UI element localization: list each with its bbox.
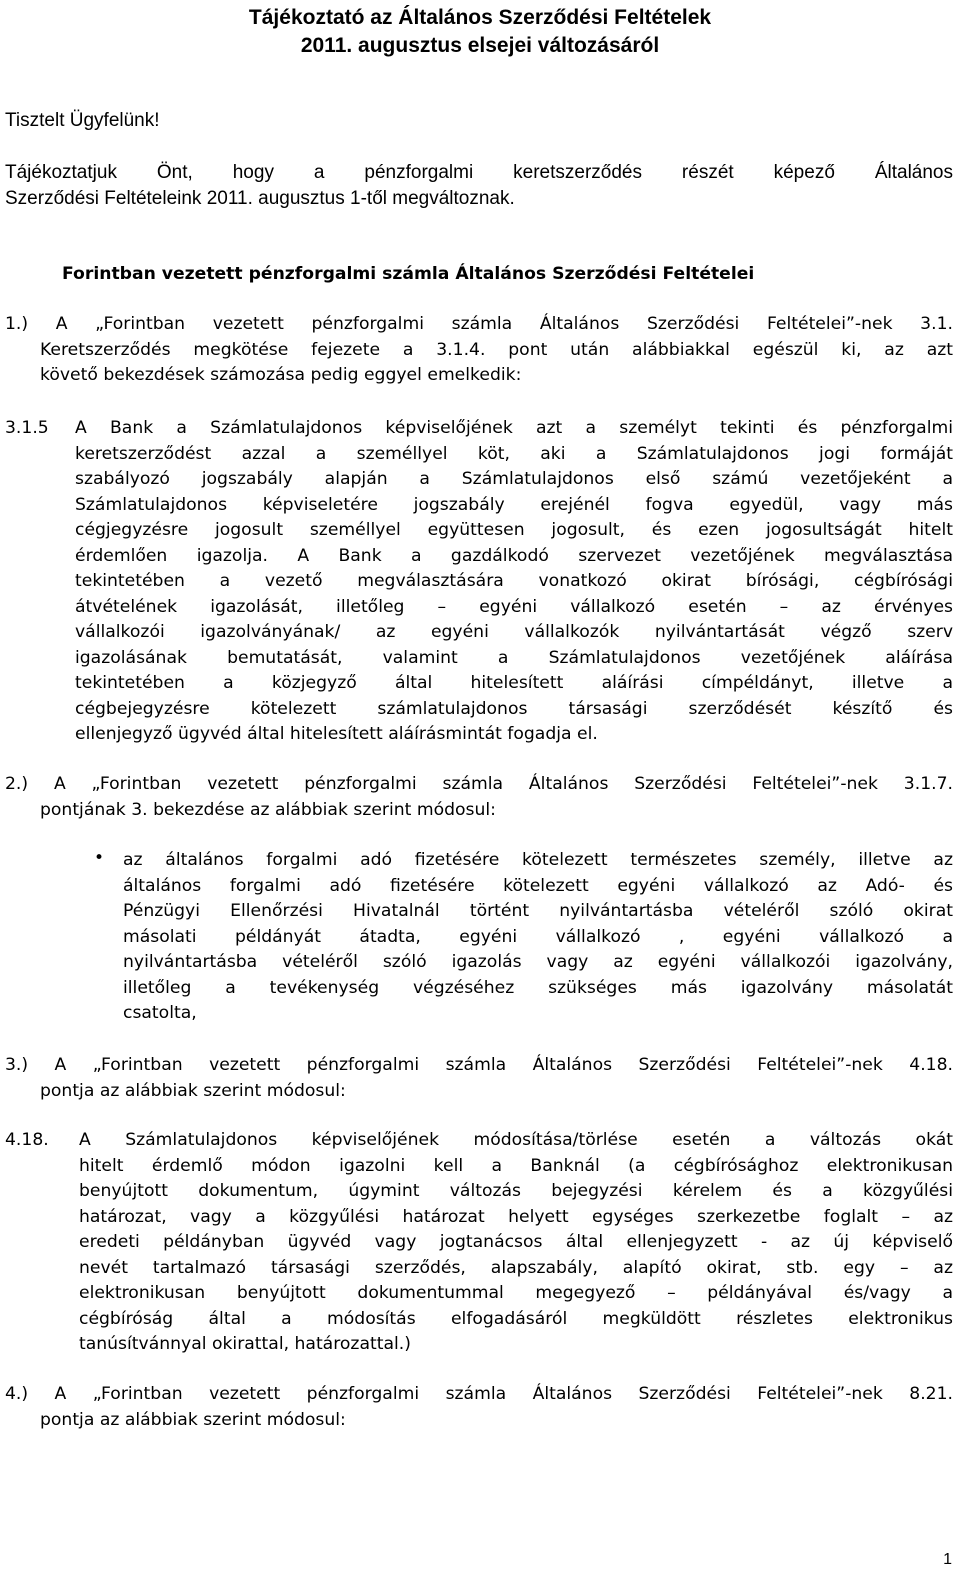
- bullet-item-body: [123, 848, 953, 1027]
- clause-3-1-5-line: Számlatulajdonos képviseletére jogszabály erejénél fogva egyedül, vagy más: [75, 494, 953, 515]
- item-1-line-1: 1.) A „Forintban vezetett pénzforgalmi számla Általános Szerződési Feltételei”-nek 3.1.: [5, 314, 953, 334]
- clause-4-18-body: [79, 1128, 953, 1358]
- clause-3-1-5-line: szabályozó jogszabály alapján a Számlatulajdonos első számú vezetőjeként a: [75, 469, 953, 489]
- bullet-item-line: csatolta,: [123, 1003, 197, 1023]
- clause-4-18-line: elektronikusan benyújtott dokumentummal megegyező – példányával és/vagy a: [79, 1283, 953, 1303]
- clause-4-18-line: cégbíróság által a módosítás elfogadásáról megküldött részletes elektronikus: [79, 1308, 953, 1329]
- clause-3-1-5-line: ellenjegyző ügyvéd által hitelesített aláírásmintát fogadja el.: [75, 724, 598, 744]
- page-number: 1: [943, 1551, 952, 1568]
- clause-4-18-line: tanúsítvánnyal okirattal, határozattal.): [79, 1334, 411, 1354]
- title-line-1: Tájékoztató az Általános Szerződési Feltételek: [248, 6, 712, 29]
- clause-3-1-5-line: tekintetében a vezető megválasztására vonatkozó okirat bírósági, cégbírósági: [75, 571, 953, 591]
- clause-3-1-5-line: cégjegyzésre jogosult személlyel együttesen jogosult, és ezen jogosultságát hitelt: [75, 520, 953, 540]
- clause-3-1-5-line: vállalkozói igazolványának/ az egyéni vállalkozók nyilvántartását végző szerv: [75, 622, 953, 642]
- clause-4-18-line: nevét tartalmazó társasági szerződés, alapszabály, alapító okirat, stb. egy – az: [79, 1257, 953, 1278]
- intro-line-1: Tájékoztatjuk Önt, hogy a pénzforgalmi keretszerződés részét képező Általános: [5, 162, 953, 183]
- clause-3-1-5-body: [75, 416, 953, 748]
- item-3-line-1: 3.) A „Forintban vezetett pénzforgalmi számla Általános Szerződési Feltételei”-nek 4.18.: [5, 1055, 953, 1075]
- bullet-item-line: Pénzügyi Ellenőrzési Hivatalnál történt nyilvántartásba vételéről szóló okirat: [123, 901, 953, 921]
- item-3-line-2: pontja az alábbiak szerint módosul:: [40, 1080, 346, 1101]
- bullet-item-line: az általános forgalmi adó fizetésére kötelezett természetes személy, illetve az: [123, 850, 953, 870]
- intro-line-2: Szerződési Feltételeink 2011. augusztus 1-től megváltoznak.: [5, 188, 515, 209]
- title-line-2: 2011. augusztus elsejei változásáról: [300, 34, 660, 57]
- document-title: [0, 4, 960, 60]
- clause-3-1-5-line: keretszerződést azzal a személlyel köt, aki a Számlatulajdonos jogi formáját: [75, 443, 953, 464]
- item-2: [5, 772, 953, 823]
- clause-3-1-5-line: tekintetében a közjegyző által hitelesített aláírási címpéldányt, illetve a: [75, 673, 953, 693]
- section-heading: Forintban vezetett pénzforgalmi számla Általános Szerződési Feltételei: [62, 264, 755, 284]
- clause-4-18-line: benyújtott dokumentum, úgymint változás bejegyzési kérelem és a közgyűlési: [79, 1181, 953, 1201]
- clause-3-1-5-line: A Bank a Számlatulajdonos képviselőjének azt a személyt tekinti és pénzforgalmi: [75, 418, 953, 438]
- clause-3-1-5-line: érdemlően igazolja. A Bank a gazdálkodó szervezet vezetőjének megválasztása: [75, 545, 953, 566]
- clause-3-1-5-line: cégbejegyzésre kötelezett számlatulajdonos társasági szerződését készítő és: [75, 698, 953, 719]
- bullet-item-line: általános forgalmi adó fizetésére kötelezett egyéni vállalkozó az Adó- és: [123, 875, 953, 896]
- item-1-line-3: követő bekezdések számozása pedig eggyel emelkedik:: [40, 365, 522, 385]
- clause-4-18-line: határozat, vagy a közgyűlési határozat helyett egységes szerkezetbe foglalt – az: [79, 1206, 953, 1227]
- clause-4-18-number: 4.18.: [5, 1130, 49, 1150]
- item-1: [5, 312, 953, 389]
- clause-4-18-line: hitelt érdemlő módon igazolni kell a Banknál (a cégbírósághoz elektronikusan: [79, 1155, 953, 1176]
- item-4: [5, 1382, 953, 1433]
- item-2-line-2: pontjának 3. bekezdése az alábbiak szerint módosul:: [40, 799, 496, 820]
- clause-4-18-line: eredeti példányban ügyvéd vagy jogtanácsos által ellenjegyzett - az új képviselő: [79, 1232, 953, 1252]
- intro-paragraph: [5, 160, 953, 212]
- clause-4-18-line: A Számlatulajdonos képviselőjének módosítása/törlése esetén a változás okát: [79, 1130, 953, 1150]
- item-4-line-1: 4.) A „Forintban vezetett pénzforgalmi számla Általános Szerződési Feltételei”-nek 8.21.: [5, 1384, 953, 1404]
- bullet-item-line: nyilvántartásba vételéről szóló igazolás vagy az egyéni vállalkozói igazolvány,: [123, 952, 953, 972]
- item-1-line-2: Keretszerződés megkötése fejezete a 3.1.4. pont után alábbiakkal egészül ki, az azt: [40, 339, 953, 360]
- greeting: Tisztelt Ügyfelünk!: [5, 110, 160, 131]
- bullet-icon: •: [94, 848, 105, 868]
- item-4-line-2: pontja az alábbiak szerint módosul:: [40, 1409, 346, 1430]
- clause-3-1-5-line: igazolásának bemutatását, valamint a Számlatulajdonos vezetőjének aláírása: [75, 647, 953, 668]
- item-3: [5, 1053, 953, 1104]
- clause-3-1-5-number: 3.1.5: [5, 418, 49, 438]
- clause-3-1-5-line: átvételének igazolását, illetőleg – egyéni vállalkozó esetén – az érvényes: [75, 596, 953, 617]
- bullet-item-line: másolati példányát átadta, egyéni vállalkozó , egyéni vállalkozó a: [123, 926, 953, 947]
- bullet-item-line: illetőleg a tevékenység végzéséhez szükséges más igazolvány másolatát: [123, 977, 953, 998]
- item-2-line-1: 2.) A „Forintban vezetett pénzforgalmi számla Általános Szerződési Feltételei”-nek 3.1.7.: [5, 774, 953, 794]
